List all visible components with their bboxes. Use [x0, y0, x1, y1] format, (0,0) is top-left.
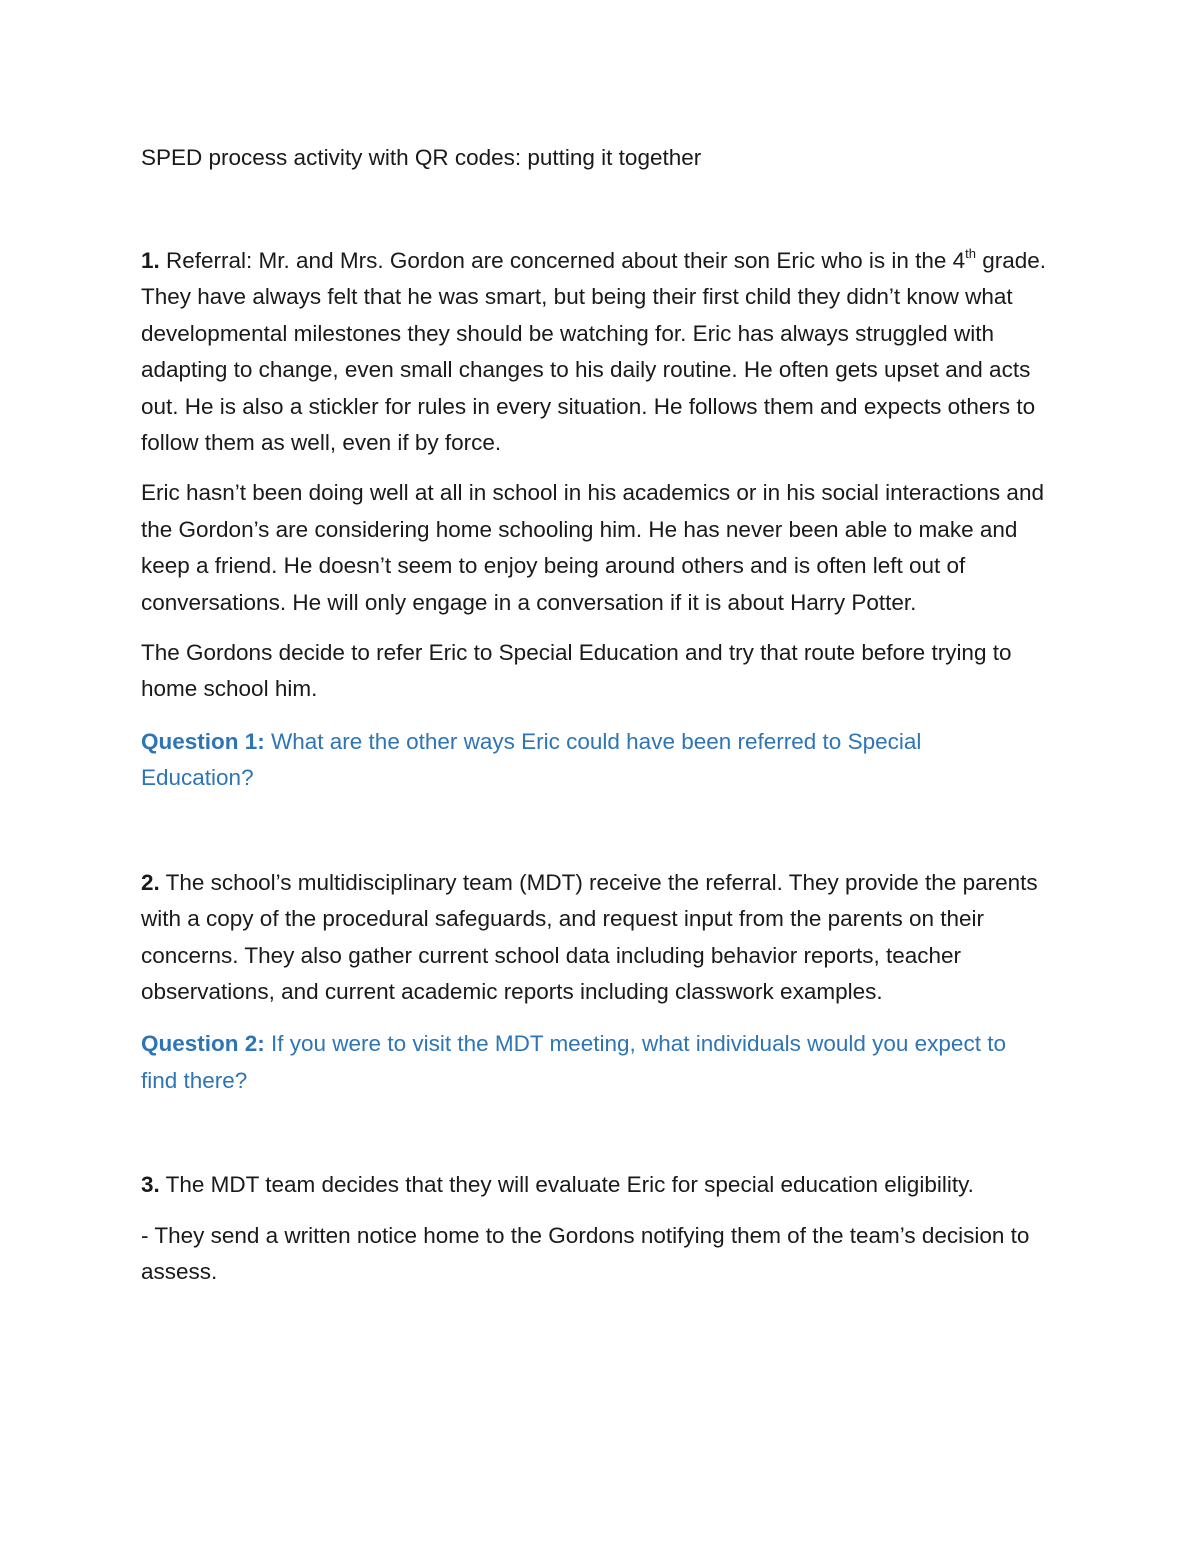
step1-paragraph-3: The Gordons decide to refer Eric to Special Education and try that route before trying to home school him.: [141, 640, 1012, 702]
step3-bullet: - They send a written notice home to the Gordons notifying them of the team’s decision to assess.: [141, 1222, 1030, 1284]
step1-number: 1.: [141, 248, 160, 273]
question-2: [141, 1026, 1021, 1099]
step1-referral-paragraph: [141, 243, 1056, 461]
step2-number: 2.: [141, 869, 160, 895]
question-1: [141, 724, 1021, 797]
step3-number: 3.: [141, 1172, 160, 1198]
question-2-label: Question 2:: [141, 1031, 265, 1057]
question-1-text: What are the other ways Eric could have been referred to Special Education?: [141, 728, 922, 791]
question-2-text: If you were to visit the MDT meeting, what individuals would you expect to find there?: [141, 1031, 1006, 1093]
step1-lead-text: Referral: Mr. and Mrs. Gordon are concerned about their son Eric who is in the 4: [159, 248, 966, 273]
step1-superscript: th: [965, 245, 976, 261]
step1-paragraph-2: Eric hasn’t been doing well at all in school in his academics or in his social interactions and the Gordon’s are considering home schooling him. He has never been able to make and keep a friend. He doesn’t seem to enjoy being around others and is often left out of conversations. He will only engage in a conversation if it is about Harry Potter.: [141, 480, 1044, 615]
step2-text: The school’s multidisciplinary team (MDT) receive the referral. They provide the parents with a copy of the procedural safeguards, and request input from the parents on their concerns. They also gather current school data including behavior reports, teacher observations, and current academic reports including classwork examples.: [141, 869, 1038, 1004]
step3-text: The MDT team decides that they will evaluate Eric for special education eligibility.: [159, 1172, 974, 1198]
question-1-label: Question 1:: [141, 728, 265, 754]
step2-paragraph: [141, 865, 1066, 1011]
page-content: [141, 140, 1071, 1290]
document-title: SPED process activity with QR codes: putting it together: [141, 145, 702, 170]
step3-paragraph: [141, 1167, 1021, 1203]
step1-rest-text: grade. They have always felt that he was smart, but being their first child they didn’t know what developmental milestones they should be watching for. Eric has always struggled with adapting to change, even small changes to his daily routine. He often gets upset and acts out. He is also a stickler for rules in every situation. He follows them and expects others to follow them as well, even if by force.: [141, 248, 1047, 456]
